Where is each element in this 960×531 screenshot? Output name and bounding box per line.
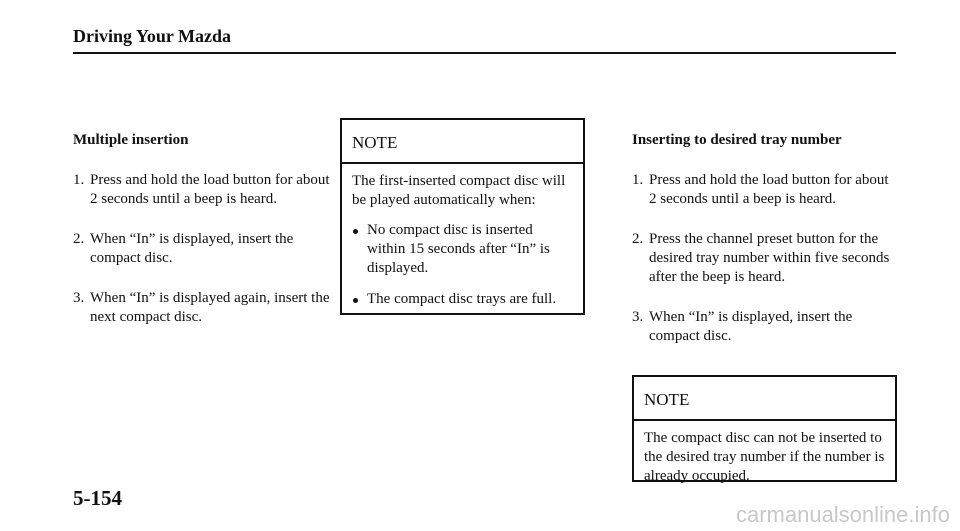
step-text: When “In” is displayed again, insert the next compact disc. — [90, 290, 330, 325]
list-item — [73, 289, 338, 327]
desired-tray-steps — [632, 171, 894, 346]
step-number: 1. — [632, 172, 644, 188]
header-divider — [73, 52, 896, 54]
note-intro: The first-inserted compact disc will be played automatically when: — [352, 173, 566, 208]
page-header-title: Driving Your Mazda — [73, 26, 232, 46]
multiple-insertion-heading: Multiple insertion — [73, 132, 189, 148]
bullet-icon — [353, 229, 358, 234]
list-item — [352, 221, 573, 278]
desired-tray-heading: Inserting to desired tray number — [632, 132, 842, 148]
list-item — [632, 230, 894, 287]
step-number: 2. — [73, 231, 85, 247]
note-body — [342, 164, 583, 315]
note-bullet-list — [352, 221, 573, 309]
watermark: carmanualsonline.info — [735, 502, 950, 527]
step-number: 3. — [632, 309, 644, 325]
step-text: Press and hold the load button for about 2 seconds until a beep is heard. — [90, 172, 330, 207]
step-text: When “In” is displayed, insert the compact disc. — [90, 231, 294, 266]
note-title: NOTE — [342, 120, 583, 164]
note-title: NOTE — [634, 377, 895, 421]
bullet-icon — [353, 298, 358, 303]
list-item — [73, 171, 338, 209]
note-box-occupied — [632, 375, 897, 482]
page-number: 5-154 — [73, 486, 122, 510]
multiple-insertion-section — [73, 131, 338, 348]
list-item — [73, 230, 338, 268]
list-item — [632, 308, 894, 346]
note-text: The compact disc can not be inserted to the desired tray number if the number is already occupied. — [644, 430, 885, 484]
note-body — [634, 421, 895, 492]
step-number: 3. — [73, 290, 85, 306]
bullet-text: The compact disc trays are full. — [367, 291, 557, 307]
list-item — [632, 171, 894, 209]
step-number: 1. — [73, 172, 85, 188]
multiple-insertion-steps — [73, 171, 338, 327]
bullet-text: No compact disc is inserted within 15 seconds after “In” is displayed. — [367, 222, 550, 276]
desired-tray-section — [632, 131, 894, 367]
step-number: 2. — [632, 231, 644, 247]
step-text: Press and hold the load button for about 2 seconds until a beep is heard. — [649, 172, 889, 207]
list-item — [352, 290, 573, 309]
note-box-autoplay — [340, 118, 585, 315]
step-text: Press the channel preset button for the desired tray number within five seconds after the beep is heard. — [649, 231, 890, 285]
step-text: When “In” is displayed, insert the compact disc. — [649, 309, 853, 344]
